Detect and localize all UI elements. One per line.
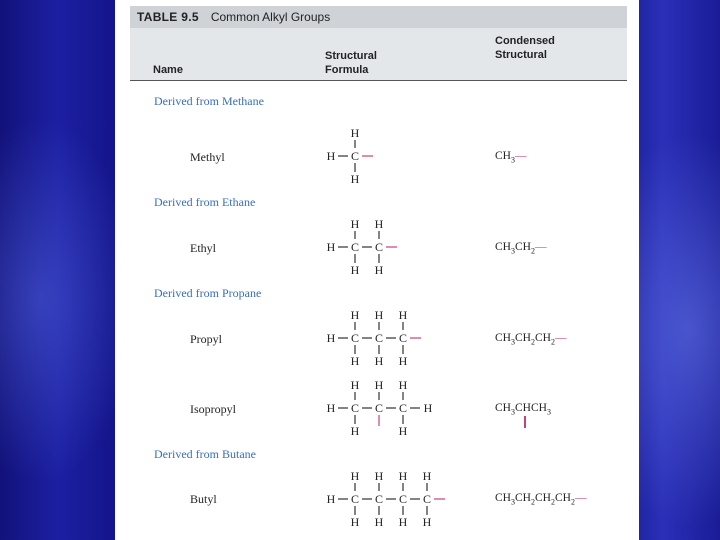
propyl-h-left: H [326,331,336,345]
methyl-h-bottom-1: H [350,172,360,186]
name-isopropyl: Isopropyl [190,402,236,416]
table-page [115,0,639,540]
isopropyl-h-top-3: H [398,378,408,392]
butyl-carbon-2: C [374,492,384,506]
header-name: Name [153,64,183,76]
isopropyl-h-left: H [326,401,336,415]
condensed-butyl: $CH_3CH_2CH_2CH_2—$ [495,492,587,507]
propyl-h-bottom-1: H [350,354,360,368]
butyl-h-bottom-2: H [374,515,384,529]
header-condensed: Condensed Structural [495,35,555,61]
propyl-carbon-3: C [398,331,408,345]
butyl-h-top-4: H [422,469,432,483]
butyl-h-top-3: H [398,469,408,483]
propyl-h-top-2: H [374,308,384,322]
methyl-h-left: H [326,149,336,163]
condensed-propyl: $CH_3CH_2CH_2—$ [495,332,567,347]
name-butyl: Butyl [190,492,217,506]
table-number: TABLE 9.5 [137,10,199,24]
isopropyl-h-bottom-1: H [350,424,360,438]
propyl-carbon-1: C [350,331,360,345]
section-propane: Derived from Propane [154,286,262,300]
table-title: Common Alkyl Groups [210,10,331,24]
ethyl-carbon-2: C [374,240,384,254]
condensed-methyl: $CH_3—$ [495,150,527,165]
methyl-carbon-1: C [350,149,360,163]
butyl-h-bottom-3: H [398,515,408,529]
isopropyl-h-top-2: H [374,378,384,392]
butyl-h-top-2: H [374,469,384,483]
section-ethane: Derived from Ethane [154,195,256,209]
propyl-h-top-1: H [350,308,360,322]
structural-formulas [115,0,639,540]
ethyl-h-bottom-1: H [350,263,360,277]
isopropyl-carbon-3: C [398,401,408,415]
propyl-h-bottom-3: H [398,354,408,368]
header-structural: Structural Formula [325,50,377,76]
isopropyl-h-bottom-3: H [398,424,408,438]
ethyl-h-left: H [326,240,336,254]
ethyl-h-bottom-2: H [374,263,384,277]
name-ethyl: Ethyl [190,241,216,255]
isopropyl-h-top-1: H [350,378,360,392]
butyl-carbon-3: C [398,492,408,506]
ethyl-h-top-2: H [374,217,384,231]
name-propyl: Propyl [190,332,223,346]
butyl-h-left: H [326,492,336,506]
butyl-h-top-1: H [350,469,360,483]
propyl-h-bottom-2: H [374,354,384,368]
section-butane: Derived from Butane [154,447,256,461]
isopropyl-h-right: H [423,401,433,415]
ethyl-carbon-1: C [350,240,360,254]
butyl-carbon-1: C [350,492,360,506]
butyl-h-bottom-1: H [350,515,360,529]
ethyl-h-top-1: H [350,217,360,231]
butyl-h-bottom-4: H [422,515,432,529]
methyl-h-top-1: H [350,126,360,140]
propyl-carbon-2: C [374,331,384,345]
isopropyl-carbon-1: C [350,401,360,415]
section-methane: Derived from Methane [154,94,264,108]
propyl-h-top-3: H [398,308,408,322]
isopropyl-carbon-2: C [374,401,384,415]
condensed-ethyl: $CH_3CH_2—$ [495,241,547,256]
name-methyl: Methyl [190,150,225,164]
butyl-carbon-4: C [422,492,432,506]
condensed-isopropyl: $CH_3CHCH_3$ [495,402,551,417]
